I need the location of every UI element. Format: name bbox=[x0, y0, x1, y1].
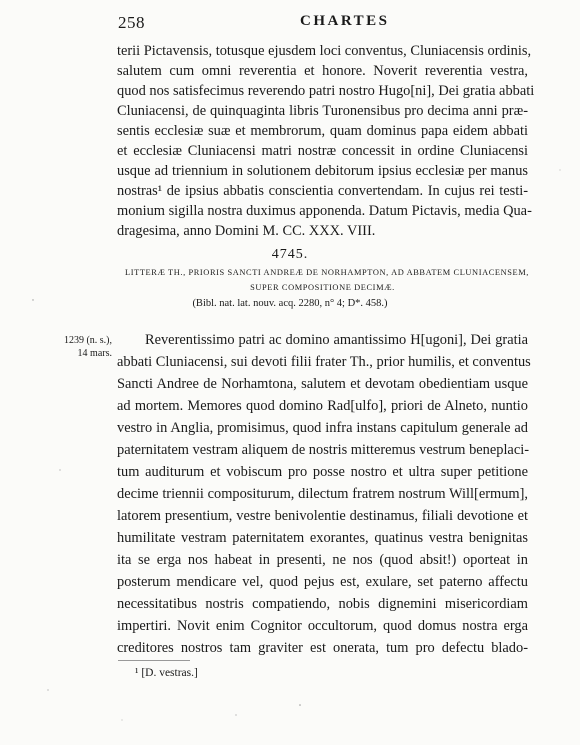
page-header bbox=[0, 13, 580, 35]
text-line: creditores nostros tam graviter est onerata, tum pro defectu blado- bbox=[117, 640, 528, 656]
text-line: humilitate vestram paternitatem exorantes, quatinus vestra benignitas bbox=[117, 530, 528, 546]
page-number: 258 bbox=[118, 13, 145, 32]
text-line: abbati Cluniacensi, sui devoti filii frater Th., prior humilis, et conventus bbox=[117, 354, 531, 370]
document-title: LITTERÆ TH., PRIORIS SANCTI ANDREÆ DE NORHAMPTON, AD ABBATEM CLUNIACENSEM, bbox=[125, 268, 530, 277]
text-line: tum auditurum et vobiscum pro posse nostro et ultra super petitione bbox=[117, 464, 528, 480]
text-line: necessitatibus nostris compatiendo, nobis dignemini misericordiam bbox=[117, 596, 528, 612]
text-line: posterum mendicare vel, quod pejus est, exulare, set paterno affectu bbox=[117, 574, 528, 590]
text-line: ad mortem. Memores quod domino Rad[ulfo], priori de Alneto, nuntio bbox=[117, 398, 528, 414]
text-line: impertiri. Novit enim Cognitor occultorum, quod domus nostra erga bbox=[117, 618, 528, 634]
footnote: ¹ [D. vestras.] bbox=[135, 667, 198, 679]
text-line: dragesima, anno Domini M. CC. XXX. VIII. bbox=[117, 223, 376, 239]
text-line: Reverentissimo patri ac domino amantissimo H[ugoni], Dei gratia bbox=[145, 332, 528, 348]
margin-date: 1239 (n. s.), bbox=[63, 335, 112, 346]
text-line: salutem cum omni reverentia et honore. Noverit reverentia vestra, bbox=[117, 63, 528, 79]
document-number: 4745. bbox=[271, 247, 309, 262]
running-head: CHARTES bbox=[300, 13, 390, 29]
text-line: terii Pictavensis, totusque ejusdem loci conventus, Cluniacensis ordinis, bbox=[117, 43, 532, 59]
text-line: sentis ecclesiæ suæ et membrorum, quam dominus papa eidem abbati bbox=[117, 123, 528, 139]
document-title: SUPER COMPOSITIONE DECIMÆ. bbox=[250, 283, 395, 292]
text-line: ita se erga nos habeat in presenti, ne nos (quod absit!) oporteat in bbox=[117, 552, 528, 568]
text-line: decime triennii compositurum, dilectum fratrem nostrum Will[ermum], bbox=[117, 486, 528, 502]
text-line: vestro in Anglia, promisimus, quod infra instans capitulum generale ad bbox=[117, 420, 528, 436]
text-line: nostras¹ de ipsius abbatis conscientia convertendam. In cujus rei testi- bbox=[117, 183, 528, 199]
text-line: usque ad triennium in solutionem debitorum ipsius ecclesiæ per manus bbox=[117, 163, 528, 179]
text-line: Sancti Andree de Norhamtona, salutem et devotam obedientiam usque bbox=[117, 376, 528, 392]
text-line: et ecclesiæ Cluniacensi matri nostræ concessit in ordine Cluniacensi bbox=[117, 143, 528, 159]
margin-date: 14 mars. bbox=[77, 348, 112, 359]
text-line: monium sigilla nostra duximus apponenda. Datum Pictavis, media Qua- bbox=[117, 203, 532, 219]
text-line: latorem presentium, vestre benivolentie destinamus, filiali devotione et bbox=[117, 508, 528, 524]
text-line: Cluniacensi, de quinquaginta libris Turonensibus pro decima anni præ- bbox=[117, 103, 528, 119]
text-line: quod nos satisfecimus reverendo patri nostro Hugo[ni], Dei gratia abbati bbox=[117, 83, 535, 99]
text-line: paternitatem vestram aliquem de nostris mitteremus vestrum beneplaci- bbox=[117, 442, 530, 458]
footnote-rule bbox=[118, 660, 190, 661]
document-source: (Bibl. nat. lat. nouv. acq. 2280, n° 4; D*. 458.) bbox=[192, 298, 388, 309]
